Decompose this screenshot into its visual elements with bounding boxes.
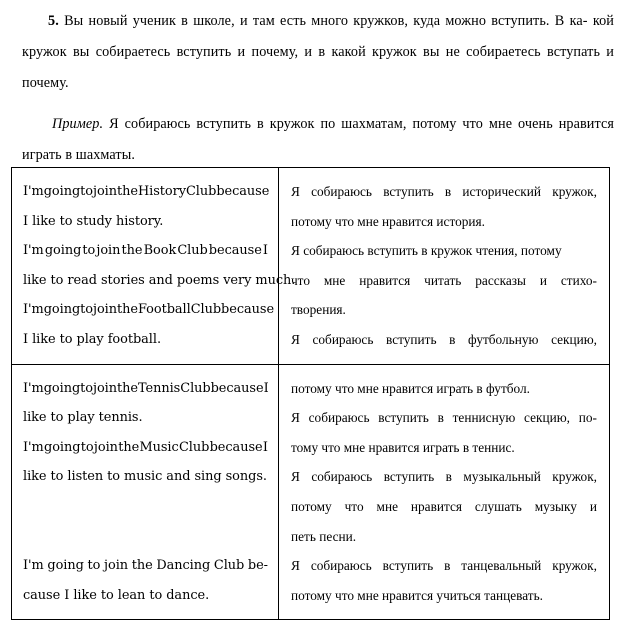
word: Club <box>213 558 245 574</box>
word: собираюсь <box>311 184 372 199</box>
russian-line <box>291 295 597 325</box>
russian-cell <box>279 364 610 620</box>
word: теннисную <box>452 410 516 426</box>
russian-line <box>291 207 597 237</box>
russian-line-text: творения. <box>291 302 346 318</box>
word: кружок, <box>552 184 597 199</box>
english-line <box>23 207 268 237</box>
task-line-2: кой кружок вы собираетесь вступить и почему, и в какой кружок вы не собираетесь <box>22 13 614 60</box>
word: кружок, <box>552 558 597 574</box>
word: в <box>444 184 452 199</box>
russian-line <box>291 522 597 552</box>
word: Club <box>178 439 210 455</box>
word: Я <box>291 558 300 574</box>
word: going <box>44 439 81 455</box>
word: be- <box>247 558 268 574</box>
russian-cell-content <box>279 365 609 620</box>
english-line <box>23 236 268 266</box>
word: the <box>121 243 143 259</box>
word: собираюсь <box>308 410 370 426</box>
translation-table <box>11 167 610 620</box>
word: читать <box>424 272 462 288</box>
russian-line <box>291 492 597 522</box>
word: I <box>262 243 268 259</box>
word: мне <box>323 272 346 288</box>
word: to <box>80 302 94 318</box>
word: the <box>117 302 138 318</box>
word: join <box>93 380 117 396</box>
word: to <box>80 184 94 199</box>
russian-line-text: тому что мне нравится играть в теннис. <box>291 439 515 455</box>
word: the <box>131 558 153 574</box>
russian-line <box>291 177 597 207</box>
word: секцию, <box>551 331 597 347</box>
word: Я <box>291 410 300 426</box>
word: нравится <box>359 272 411 288</box>
word: что <box>344 498 364 514</box>
word: вступить <box>386 331 437 347</box>
russian-line <box>291 325 597 355</box>
russian-line <box>291 236 597 266</box>
english-line <box>23 433 268 463</box>
word: что <box>291 272 310 288</box>
russian-line <box>291 433 597 463</box>
word: нравится <box>410 498 462 514</box>
word: join <box>93 184 117 199</box>
russian-line <box>291 462 597 492</box>
word: to <box>80 380 94 396</box>
russian-line <box>291 581 597 611</box>
word: в <box>445 469 452 485</box>
russian-line-text: Я собираюсь вступить в кружок чтения, потому <box>291 243 562 259</box>
russian-line <box>291 266 597 296</box>
word: Football <box>137 302 191 318</box>
word: Я <box>291 331 300 347</box>
english-cell-content <box>12 168 296 364</box>
russian-line-text: потому что мне нравится играть в футбол. <box>291 380 530 396</box>
word: going <box>44 243 82 259</box>
word: I <box>262 439 268 455</box>
word: the <box>118 439 140 455</box>
word: I'm <box>23 243 44 259</box>
word: в <box>444 558 451 574</box>
english-line <box>23 551 268 581</box>
word: I'm <box>23 380 44 396</box>
table-row <box>12 168 610 365</box>
english-line <box>23 295 275 325</box>
english-line <box>23 462 268 492</box>
word: going <box>43 302 81 318</box>
english-line <box>23 581 268 611</box>
word: кружок, <box>552 469 597 485</box>
word: going <box>43 184 81 199</box>
english-line-text: cause I like to lean to dance. <box>23 587 210 603</box>
english-line <box>23 177 268 207</box>
word: собираюсь <box>311 469 373 485</box>
word: Я <box>291 184 300 199</box>
spacer-line <box>23 522 268 552</box>
russian-line <box>291 551 597 581</box>
russian-line-text: петь песни. <box>291 528 357 544</box>
english-line-text: like to listen to music and sing songs. <box>23 469 267 485</box>
word: join <box>93 302 117 318</box>
word: because <box>209 439 263 455</box>
word: стихо- <box>560 272 597 288</box>
word: because <box>221 302 275 318</box>
word: вступить <box>378 410 429 426</box>
word: the <box>117 380 138 396</box>
english-cell-content <box>12 365 278 620</box>
english-line-text: like to read stories and poems very much. <box>23 272 296 288</box>
word: в <box>437 410 444 426</box>
english-line <box>23 403 268 433</box>
word: футбольную <box>468 331 539 347</box>
word: the <box>117 184 138 199</box>
word: I'm <box>23 439 44 455</box>
word: вступить <box>383 184 434 199</box>
word: to <box>80 439 94 455</box>
word: исторический <box>462 184 542 199</box>
english-cell <box>12 168 296 365</box>
russian-cell <box>279 168 610 365</box>
word: because <box>210 380 264 396</box>
word: и <box>589 498 597 514</box>
word: join <box>104 558 129 574</box>
word: because <box>208 243 262 259</box>
word: Club <box>190 302 222 318</box>
word: собираюсь <box>310 558 372 574</box>
word: join <box>96 243 121 259</box>
russian-line <box>291 374 597 404</box>
word: секцию, <box>524 410 570 426</box>
word: Tennis <box>137 380 181 396</box>
english-line-text: I like to study history. <box>23 213 164 229</box>
example-label: Пример. <box>52 116 104 132</box>
word: Club <box>180 380 211 396</box>
word: going <box>47 558 84 574</box>
word: собираюсь <box>312 331 374 347</box>
word: Club <box>177 243 208 259</box>
example-line-1: Я собираюсь вступить в кружок по шахматам, потому что мне очень нравится <box>109 116 614 132</box>
russian-line-text: потому что мне нравится учиться танцевать. <box>291 587 543 603</box>
word: танцевальный <box>461 558 542 574</box>
english-line-text: like to play tennis. <box>23 410 143 426</box>
english-line <box>23 374 268 404</box>
table-row <box>12 364 610 620</box>
word: вступить <box>383 469 435 485</box>
word: join <box>93 439 118 455</box>
spacer-line <box>23 492 268 522</box>
english-line <box>23 325 268 355</box>
english-line <box>23 266 296 296</box>
word: I'm <box>23 184 44 199</box>
word: History <box>137 184 186 199</box>
word: I'm <box>23 558 44 574</box>
word: I'm <box>23 302 44 318</box>
word: и <box>539 272 547 288</box>
word: because <box>216 184 270 199</box>
word: to <box>82 243 96 259</box>
word: Book <box>143 243 177 259</box>
word: Я <box>291 469 300 485</box>
english-line-text: I like to play football. <box>23 331 162 347</box>
word: потому <box>291 498 332 514</box>
word: Music <box>139 439 179 455</box>
word: рассказы <box>475 272 526 288</box>
task-paragraph <box>22 6 614 99</box>
russian-cell-content <box>279 168 609 364</box>
task-intro <box>22 6 614 171</box>
word: going <box>43 380 81 396</box>
word: музыку <box>534 498 577 514</box>
word: Dancing <box>156 558 211 574</box>
example-paragraph <box>22 109 614 171</box>
example-line-2: играть в шахматы. <box>22 147 136 163</box>
russian-line <box>291 403 597 433</box>
word: Club <box>185 184 217 199</box>
english-cell <box>12 364 279 620</box>
word: в <box>449 331 456 347</box>
word: to <box>87 558 101 574</box>
task-line-1: Вы новый ученик в школе, и там есть много кружков, куда можно вступить. В ка- <box>64 13 588 29</box>
task-line-3: вступать и почему. <box>22 44 614 91</box>
russian-line-text: потому что мне нравится история. <box>291 213 485 229</box>
word: по- <box>578 410 597 426</box>
word: слушать <box>474 498 522 514</box>
word: музыкальный <box>463 469 541 485</box>
word: I <box>263 380 269 396</box>
word: мне <box>376 498 398 514</box>
task-number: 5. <box>48 13 59 29</box>
word: вступить <box>382 558 434 574</box>
